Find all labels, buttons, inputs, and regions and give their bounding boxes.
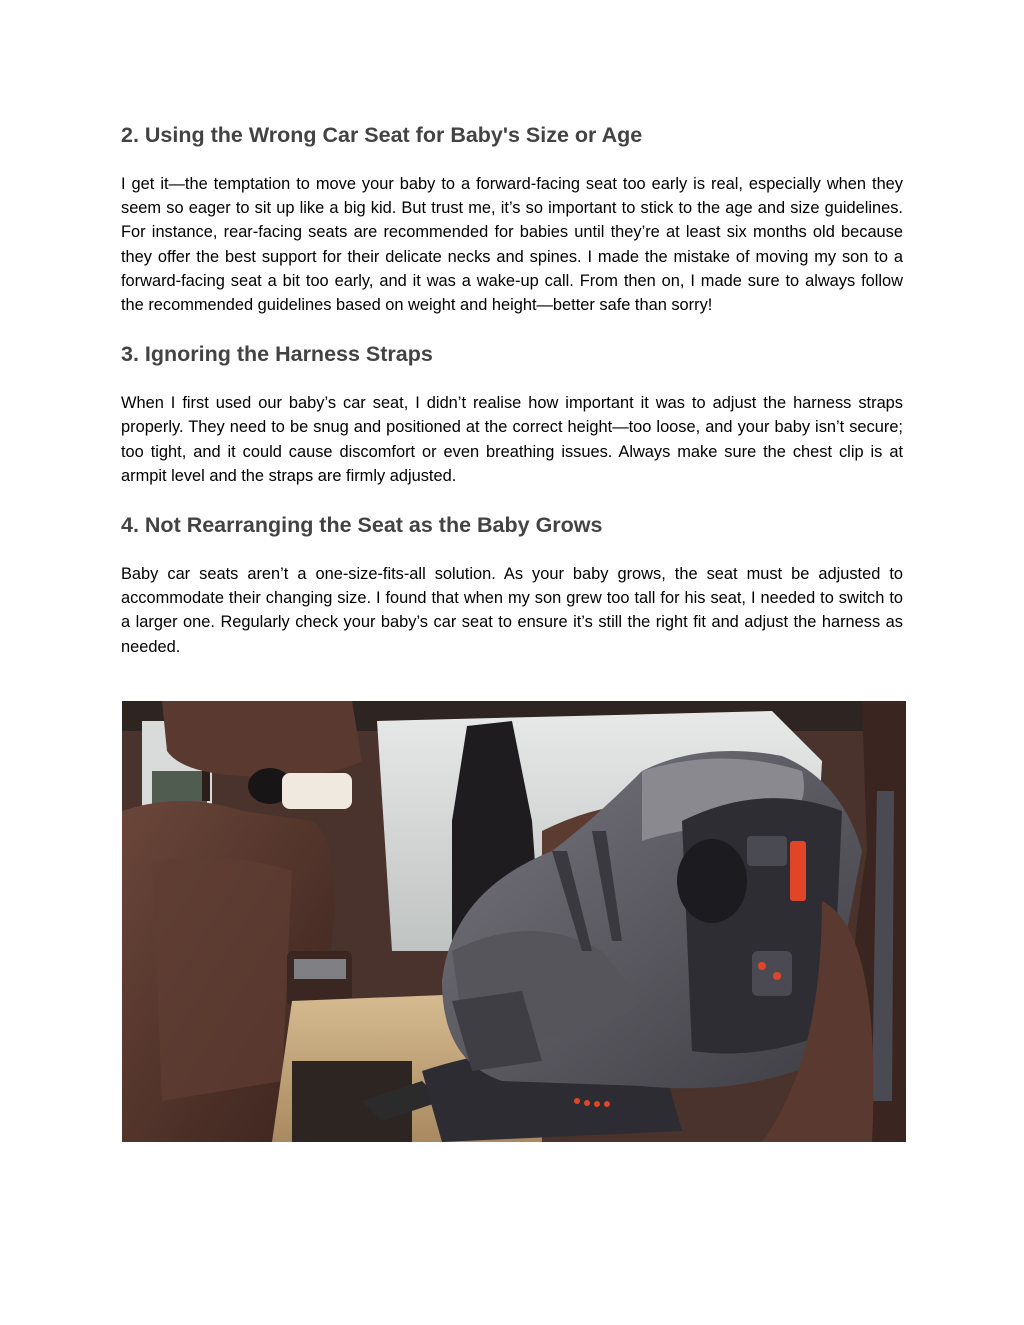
car-seat-photo xyxy=(122,701,906,1142)
car-seat-illustration xyxy=(122,701,906,1142)
section-heading-3: 3. Ignoring the Harness Straps xyxy=(121,342,433,367)
section-heading-4: 4. Not Rearranging the Seat as the Baby Grows xyxy=(121,513,603,538)
section-paragraph-3: When I first used our baby’s car seat, I didn’t realise how important it was to adjust the harness straps properly. They need to be snug and positioned at the correct height—too loose, and your baby isn’t secure; too tight, and it could cause discomfort or even breathing issues. Always make sure the chest clip is at armpit level and the straps are firmly adjusted. xyxy=(121,394,903,485)
section-heading-2: 2. Using the Wrong Car Seat for Baby's Size or Age xyxy=(121,123,643,147)
article-body xyxy=(121,118,903,659)
section-paragraph-4: Baby car seats aren’t a one-size-fits-all solution. As your baby grows, the seat must be adjusted to accommodate their changing size. I found that when my son grew too tall for his seat, I needed to switch to a larger one. Regularly check your baby’s car seat to ensure it’s still the right fit and adjust the harness as needed. xyxy=(121,565,903,656)
section-paragraph-2: I get it—the temptation to move your baby to a forward-facing seat too early is real, especially when they seem so eager to sit up like a big kid. But trust me, it’s so important to stick to the age and size guidelines. For instance, rear-facing seats are recommended for babies until they’re at least six months old because they offer the best support for their delicate necks and spines. I made the mistake of moving my son to a forward-facing seat a bit too early, and it was a wake-up call. From then on, I made sure to always follow the recommended guidelines based on weight and height—better safe than sorry! xyxy=(121,175,903,315)
